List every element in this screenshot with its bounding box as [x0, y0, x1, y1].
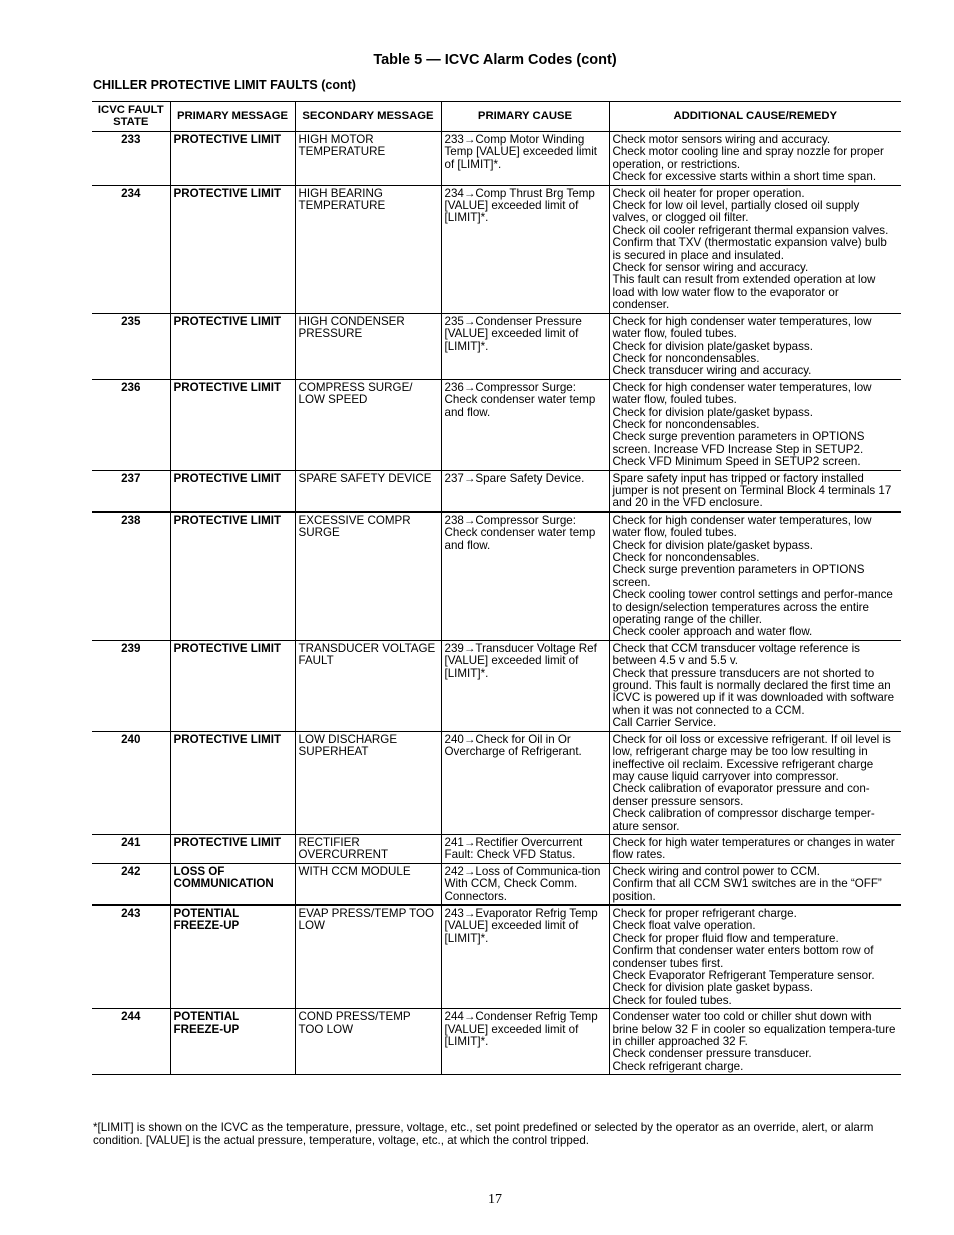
- primary-message-cell: POTENTIAL FREEZE-UP: [170, 905, 295, 1009]
- remedy-line: Check cooler approach and water flow.: [612, 625, 813, 639]
- remedy-line: Check for high condenser water temperatures, low water flow, fouled tubes.: [612, 380, 872, 407]
- remedy-line: Check oil heater for proper operation.: [612, 186, 805, 200]
- header-remedy: ADDITIONAL CAUSE/REMEDY: [609, 102, 901, 132]
- secondary-message-cell: HIGH MOTOR TEMPERATURE: [295, 132, 441, 186]
- remedy-cell: [609, 470, 901, 512]
- remedy-cell: [609, 313, 901, 379]
- secondary-message-cell: COMPRESS SURGE/ LOW SPEED: [295, 379, 441, 470]
- remedy-line: Check Evaporator Refrigerant Temperature sensor.: [612, 969, 875, 982]
- section-heading: CHILLER PROTECTIVE LIMIT FAULTS (cont): [93, 78, 356, 92]
- header-secondary-message: SECONDARY MESSAGE: [295, 102, 441, 132]
- secondary-message-cell: TRANSDUCER VOLTAGE FAULT: [295, 640, 441, 731]
- fault-state-cell: 238: [92, 512, 170, 641]
- remedy-line: Check for low oil level, partially closed oil supply valves, or clogged oil filter.: [612, 199, 860, 225]
- remedy-line: Check for noncondensables.: [612, 351, 760, 365]
- remedy-line: Check for division plate/gasket bypass.: [612, 405, 813, 419]
- fault-state-cell: 239: [92, 640, 170, 731]
- secondary-message-cell: LOW DISCHARGE SUPERHEAT: [295, 731, 441, 834]
- primary-message-cell: LOSS OF COMMUNICATION: [170, 863, 295, 905]
- remedy-line: Check for division plate/gasket bypass.: [612, 339, 813, 353]
- remedy-line: Check surge prevention parameters in OPTIONS screen.: [612, 563, 865, 589]
- primary-message-cell: PROTECTIVE LIMIT: [170, 512, 295, 641]
- remedy-cell: [609, 863, 901, 905]
- remedy-line: Check for noncondensables.: [612, 417, 760, 431]
- remedy-line: Check float valve operation.: [612, 919, 756, 933]
- primary-cause-cell: 235→Condenser Pressure [VALUE] exceeded limit of [LIMIT]*.: [441, 313, 609, 379]
- primary-cause-cell: 241→Rectifier Overcurrent Fault: Check VFD Status.: [441, 834, 609, 863]
- remedy-line: Check oil cooler refrigerant thermal expansion valves.: [612, 223, 889, 237]
- remedy-line: Check surge prevention parameters in OPTIONS screen. Increase VFD Increase Step in SETUP2.: [612, 430, 865, 456]
- remedy-line: Check calibration of evaporator pressure and con-denser pressure sensors.: [612, 782, 870, 808]
- fault-state-cell: 244: [92, 1009, 170, 1075]
- remedy-line: Check motor cooling line and spray nozzle for proper operation, or restrictions.: [612, 145, 884, 171]
- remedy-line: Check refrigerant charge.: [612, 1059, 744, 1073]
- primary-cause-cell: 238→Compressor Surge: Check condenser water temp and flow.: [441, 512, 609, 641]
- remedy-line: Confirm that all CCM SW1 switches are in the “OFF” position.: [612, 877, 882, 903]
- remedy-line: Check for proper fluid flow and temperature.: [612, 931, 839, 945]
- primary-cause-cell: 240→Check for Oil in Or Overcharge of Refrigerant.: [441, 731, 609, 834]
- remedy-cell: [609, 512, 901, 641]
- remedy-cell: [609, 132, 901, 186]
- fault-state-cell: 236: [92, 379, 170, 470]
- table-body: [92, 132, 901, 1075]
- primary-cause-cell: 242→Loss of Communica-tion With CCM, Check Comm. Connectors.: [441, 863, 609, 905]
- primary-cause-cell: 243→Evaporator Refrig Temp [VALUE] exceeded limit of [LIMIT]*.: [441, 905, 609, 1009]
- remedy-line: Confirm that condenser water enters bottom row of condenser tubes first.: [612, 944, 874, 970]
- secondary-message-cell: WITH CCM MODULE: [295, 863, 441, 905]
- secondary-message-cell: SPARE SAFETY DEVICE: [295, 470, 441, 512]
- table-row: [92, 185, 901, 313]
- table-row: [92, 470, 901, 512]
- remedy-line: Check that pressure transducers are not shorted to ground. This fault is normally declared the first time an ICVC is powered up if it was downloaded with software when it was not connected to a CCM.: [612, 666, 895, 717]
- remedy-line: Check wiring and control power to CCM.: [612, 864, 820, 878]
- primary-cause-cell: 233→Comp Motor Winding Temp [VALUE] exceeded limit of [LIMIT]*.: [441, 132, 609, 186]
- secondary-message-cell: HIGH CONDENSER PRESSURE: [295, 313, 441, 379]
- remedy-line: Check for proper refrigerant charge.: [612, 906, 797, 920]
- table-header-row: [92, 102, 901, 132]
- primary-cause-cell: 239→Transducer Voltage Ref [VALUE] exceeded limit of [LIMIT]*.: [441, 640, 609, 731]
- primary-message-cell: PROTECTIVE LIMIT: [170, 834, 295, 863]
- fault-state-cell: 237: [92, 470, 170, 512]
- fault-state-cell: 235: [92, 313, 170, 379]
- primary-message-cell: PROTECTIVE LIMIT: [170, 185, 295, 313]
- remedy-line: Check VFD Minimum Speed in SETUP2 screen.: [612, 455, 861, 469]
- remedy-line: Confirm that TXV (thermostatic expansion valve) bulb is secured in place and insulated.: [612, 236, 887, 262]
- table-title: Table 5 — ICVC Alarm Codes (cont): [373, 52, 617, 68]
- remedy-line: Call Carrier Service.: [612, 716, 717, 730]
- remedy-line: Check cooling tower control settings and perfor-mance to design/selection temperatures across the entire operating range of the chiller.: [612, 588, 893, 627]
- remedy-line: Check for oil loss or excessive refrigerant. If oil level is low, refrigerant charge may be too low resulting in ineffective oil reclaim. Excessive refrigerant charge may cause liquid carryover into compressor.: [612, 732, 891, 783]
- table-row: [92, 379, 901, 470]
- page-number: 17: [488, 1192, 502, 1207]
- remedy-cell: [609, 731, 901, 834]
- remedy-line: Spare safety input has tripped or factory installed jumper is not present on Terminal Block 4 terminals 17 and 20 in the VFD enclosure.: [612, 471, 892, 510]
- secondary-message-cell: COND PRESS/TEMP TOO LOW: [295, 1009, 441, 1075]
- remedy-line: Check for high water temperatures or changes in water flow rates.: [612, 835, 895, 862]
- primary-cause-cell: 234→Comp Thrust Brg Temp [VALUE] exceeded limit of [LIMIT]*.: [441, 185, 609, 313]
- footnote: *[LIMIT] is shown on the ICVC as the temperature, pressure, voltage, etc., set point predefined or selected by the operator as an override, alert, or alarm condition. [VALUE] is the actual pressure, temperature, voltage, etc., at which the control tripped.: [93, 1121, 874, 1147]
- table-row: [92, 905, 901, 1009]
- header-primary-cause: PRIMARY CAUSE: [441, 102, 609, 132]
- remedy-line: Check calibration of compressor discharge temper-ature sensor.: [612, 807, 875, 833]
- remedy-line: Check motor sensors wiring and accuracy.: [612, 133, 831, 146]
- remedy-cell: [609, 640, 901, 731]
- primary-message-cell: POTENTIAL FREEZE-UP: [170, 1009, 295, 1075]
- primary-message-cell: PROTECTIVE LIMIT: [170, 470, 295, 512]
- primary-cause-cell: 244→Condenser Refrig Temp [VALUE] exceeded limit of [LIMIT]*.: [441, 1009, 609, 1075]
- table-row: [92, 863, 901, 905]
- fault-state-cell: 243: [92, 905, 170, 1009]
- fault-state-cell: 234: [92, 185, 170, 313]
- header-fault-state: ICVC FAULT STATE: [92, 102, 170, 132]
- table-row: [92, 834, 901, 863]
- secondary-message-cell: EXCESSIVE COMPR SURGE: [295, 512, 441, 641]
- remedy-line: Check for high condenser water temperatures, low water flow, fouled tubes.: [612, 513, 872, 540]
- table-row: [92, 1009, 901, 1075]
- secondary-message-cell: EVAP PRESS/TEMP TOO LOW: [295, 905, 441, 1009]
- remedy-line: Check for excessive starts within a short time span.: [612, 170, 877, 184]
- primary-message-cell: PROTECTIVE LIMIT: [170, 379, 295, 470]
- primary-cause-cell: 237→Spare Safety Device.: [441, 470, 609, 512]
- header-primary-message: PRIMARY MESSAGE: [170, 102, 295, 132]
- remedy-line: Check for fouled tubes.: [612, 993, 732, 1007]
- remedy-line: Check condenser pressure transducer.: [612, 1047, 812, 1061]
- fault-state-cell: 233: [92, 132, 170, 186]
- secondary-message-cell: HIGH BEARING TEMPERATURE: [295, 185, 441, 313]
- table-row: [92, 132, 901, 186]
- primary-cause-cell: 236→Compressor Surge: Check condenser water temp and flow.: [441, 379, 609, 470]
- remedy-line: Check for sensor wiring and accuracy.: [612, 261, 809, 275]
- table-row: [92, 640, 901, 731]
- remedy-cell: [609, 1009, 901, 1075]
- secondary-message-cell: RECTIFIER OVERCURRENT: [295, 834, 441, 863]
- remedy-line: Check for noncondensables.: [612, 551, 760, 564]
- fault-state-cell: 240: [92, 731, 170, 834]
- remedy-line: Check that CCM transducer voltage reference is between 4.5 v and 5.5 v.: [612, 641, 860, 668]
- remedy-line: This fault can result from extended operation at low load with low water flow to the evaporator or condenser.: [612, 273, 876, 312]
- alarm-codes-table: [92, 101, 901, 1075]
- primary-message-cell: PROTECTIVE LIMIT: [170, 313, 295, 379]
- table-row: [92, 731, 901, 834]
- remedy-line: Check for division plate gasket bypass.: [612, 981, 813, 995]
- primary-message-cell: PROTECTIVE LIMIT: [170, 731, 295, 834]
- remedy-line: Check for division plate/gasket bypass.: [612, 538, 813, 552]
- remedy-line: Check for high condenser water temperatures, low water flow, fouled tubes.: [612, 314, 872, 341]
- remedy-line: Check transducer wiring and accuracy.: [612, 364, 812, 378]
- fault-state-cell: 241: [92, 834, 170, 863]
- fault-state-cell: 242: [92, 863, 170, 905]
- remedy-cell: [609, 185, 901, 313]
- remedy-cell: [609, 379, 901, 470]
- remedy-cell: [609, 834, 901, 863]
- primary-message-cell: PROTECTIVE LIMIT: [170, 132, 295, 186]
- primary-message-cell: PROTECTIVE LIMIT: [170, 640, 295, 731]
- table-row: [92, 313, 901, 379]
- remedy-line: Condenser water too cold or chiller shut down with brine below 32 F in cooler so equalization tempera-ture in chiller approached 32 F.: [612, 1010, 896, 1049]
- table-row: [92, 512, 901, 641]
- remedy-cell: [609, 905, 901, 1009]
